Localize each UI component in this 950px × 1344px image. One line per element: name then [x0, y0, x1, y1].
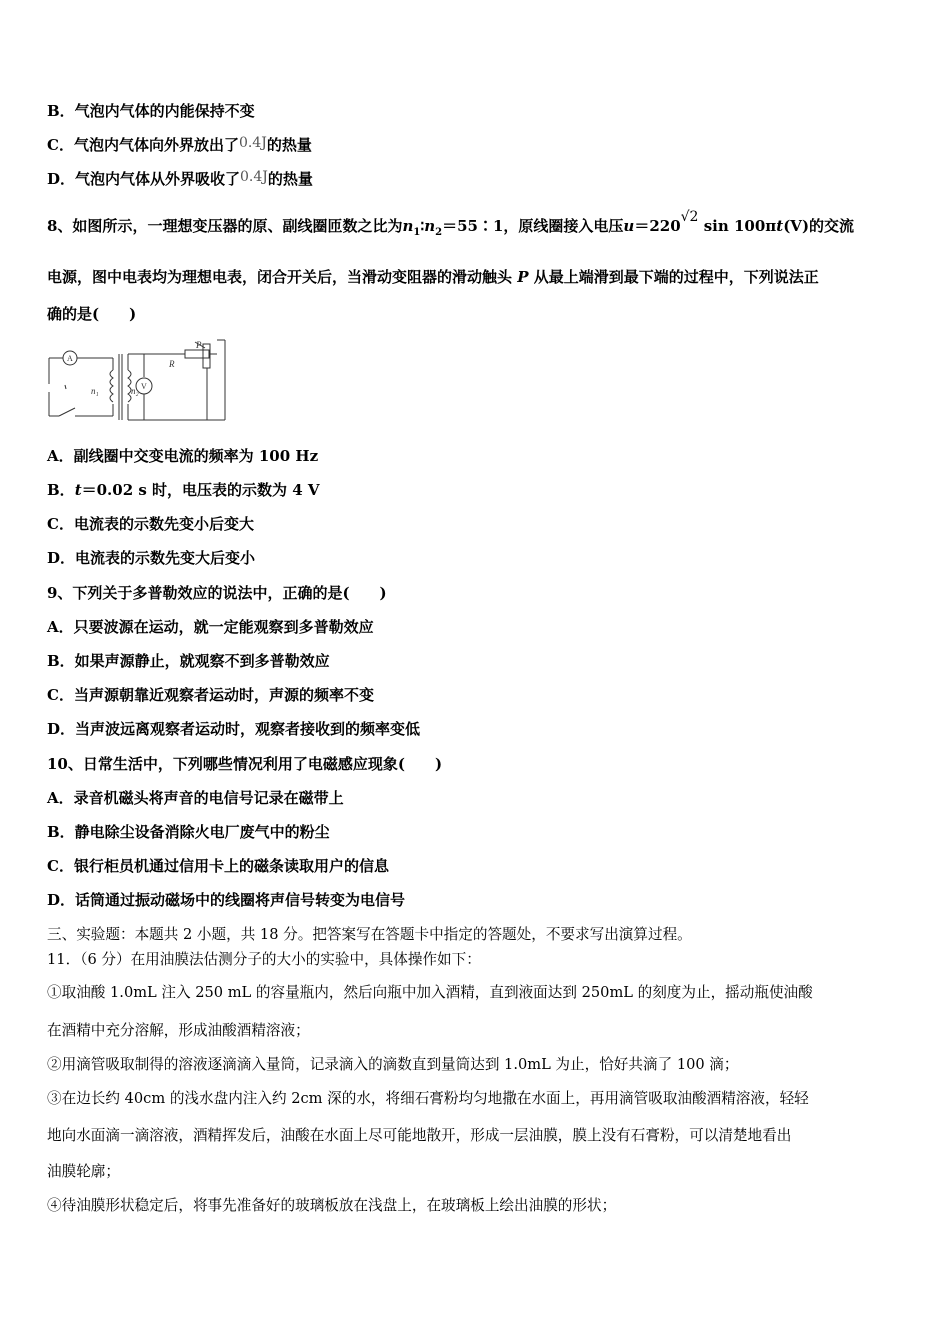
resistor-label: R — [169, 359, 175, 369]
section-3-heading: 三、实验题：本题共 2 小题，共 18 分。把答案写在答题卡中指定的答题处，不要求写出演算过程。 — [47, 926, 692, 943]
q8-colon: ∶ — [420, 217, 425, 235]
q8-stem-text-b: 从最上端滑到最下端的过程中，下列说法正 — [533, 268, 819, 286]
resistor-icon — [185, 350, 209, 358]
q10-option-a: A．录音机磁头将声音的电信号记录在磁带上 — [47, 789, 344, 807]
q8-n2: n — [424, 217, 436, 235]
q11-step-1-line-2: 在酒精中充分溶解，形成油酸酒精溶液； — [47, 1022, 310, 1039]
q8-u: u — [623, 217, 635, 235]
q11-step-4: ④待油膜形状稳定后，将事先准备好的玻璃板放在浅盘上，在玻璃板上绘出油膜的形状； — [47, 1197, 617, 1214]
q8-p: P — [517, 268, 529, 286]
q10-option-d: D．话筒通过振动磁场中的线圈将声信号转变为电信号 — [47, 891, 406, 909]
q7-option-c — [47, 135, 312, 156]
ammeter-label: A — [67, 354, 73, 363]
q8-eq: ＝220 — [634, 217, 681, 235]
q7-option-d-tail: 的热量 — [267, 170, 313, 188]
q9-option-b: B．如果声源静止，就观察不到多普勒效应 — [47, 652, 330, 670]
q8-option-b — [47, 480, 320, 500]
q7-option-b: B．气泡内气体的内能保持不变 — [47, 102, 255, 120]
q9-stem: 9、下列关于多普勒效应的说法中，正确的是( ) — [47, 584, 387, 602]
q10-stem: 10、日常生活中，下列哪些情况利用了电磁感应现象( ) — [47, 755, 443, 773]
q8-ratio: ＝55∶1，原线圈接入电压 — [442, 217, 624, 235]
q7-option-c-text: C．气泡内气体向外界放出了 — [47, 136, 239, 154]
q8-n1-sub: 1 — [413, 227, 421, 238]
q11-step-1-line-1: ①取油酸 1.0mL 注入 250 mL 的容量瓶内，然后向瓶中加入酒精，直到液面达到 250mL 的刻度为止，摇动瓶使油酸 — [47, 984, 813, 1001]
q7-option-d — [47, 169, 313, 190]
q9-option-c: C．当声源朝靠近观察者运动时，声源的频率不变 — [47, 686, 374, 704]
q8-option-b-text: ＝0.02 s 时，电压表的示数为 4 V — [81, 481, 320, 499]
q11-step-3-line-1: ③在边长约 40cm 的浅水盘内注入约 2cm 深的水，将细石膏粉均匀地撒在水面上，再用滴管吸取油酸酒精溶液，轻轻 — [47, 1090, 809, 1107]
q8-option-d: D．电流表的示数先变大后变小 — [47, 549, 256, 567]
q8-stem-text-a: 电源，图中电表均为理想电表，闭合开关后，当滑动变阻器的滑动触头 — [47, 268, 513, 286]
q8-stem-line-3: 确的是( ) — [47, 305, 137, 323]
q8-stem-intro: 8、如图所示，一理想变压器的原、副线圈匝数之比为 — [47, 217, 403, 235]
q8-sqrt: √2 — [680, 209, 699, 225]
q10-option-c: C．银行柜员机通过信用卡上的磁条读取用户的信息 — [47, 857, 389, 875]
q7-option-d-value: 0.4J — [240, 169, 268, 185]
q9-option-a: A．只要波源在运动，就一定能观察到多普勒效应 — [47, 618, 374, 636]
transformer-circuit-figure — [45, 334, 230, 426]
q9-option-d: D．当声波远离观察者运动时，观察者接收到的频率变低 — [47, 720, 421, 738]
q11-step-3-line-3: 油膜轮廓； — [47, 1163, 120, 1180]
q8-option-b-t: t — [74, 481, 82, 499]
q11-stem: 11．（6 分）在用油膜法估测分子的大小的实验中，具体操作如下： — [47, 951, 481, 968]
q8-stem-line-1 — [47, 209, 855, 243]
q8-n1: n — [402, 217, 414, 235]
slider-label: P — [196, 340, 202, 350]
primary-coil-icon — [110, 370, 113, 402]
q8-stem-line-2 — [47, 267, 819, 287]
q11-step-2: ②用滴管吸取制得的溶液逐滴滴入量筒，记录滴入的滴数直到量筒达到 1.0mL 为止，恰好共滴了 100 滴； — [47, 1056, 739, 1073]
q8-t: t — [776, 217, 784, 235]
q8-unit: (V)的交流 — [783, 217, 855, 235]
q7-option-c-value: 0.4J — [238, 135, 267, 151]
q8-n2-sub: 2 — [435, 227, 443, 238]
q8-option-c: C．电流表的示数先变小后变大 — [47, 515, 254, 533]
q10-option-b: B．静电除尘设备消除火电厂废气中的粉尘 — [47, 823, 330, 841]
voltmeter-label: V — [141, 382, 147, 391]
q8-sin: sin 100π — [703, 217, 777, 235]
q8-option-b-label: B． — [47, 481, 75, 499]
n2-label: n₂ — [131, 386, 139, 396]
q8-option-a: A．副线圈中交变电流的频率为 100 Hz — [47, 447, 319, 465]
n1-label: n₁ — [91, 386, 99, 396]
switch-icon — [59, 408, 75, 416]
q11-step-3-line-2: 地向水面滴一滴溶液，酒精挥发后，油酸在水面上尽可能地散开，形成一层油膜，膜上没有石膏粉，可以清楚地看出 — [47, 1127, 792, 1144]
q7-option-c-tail: 的热量 — [266, 136, 312, 154]
q7-option-d-text: D．气泡内气体从外界吸收了 — [47, 170, 241, 188]
